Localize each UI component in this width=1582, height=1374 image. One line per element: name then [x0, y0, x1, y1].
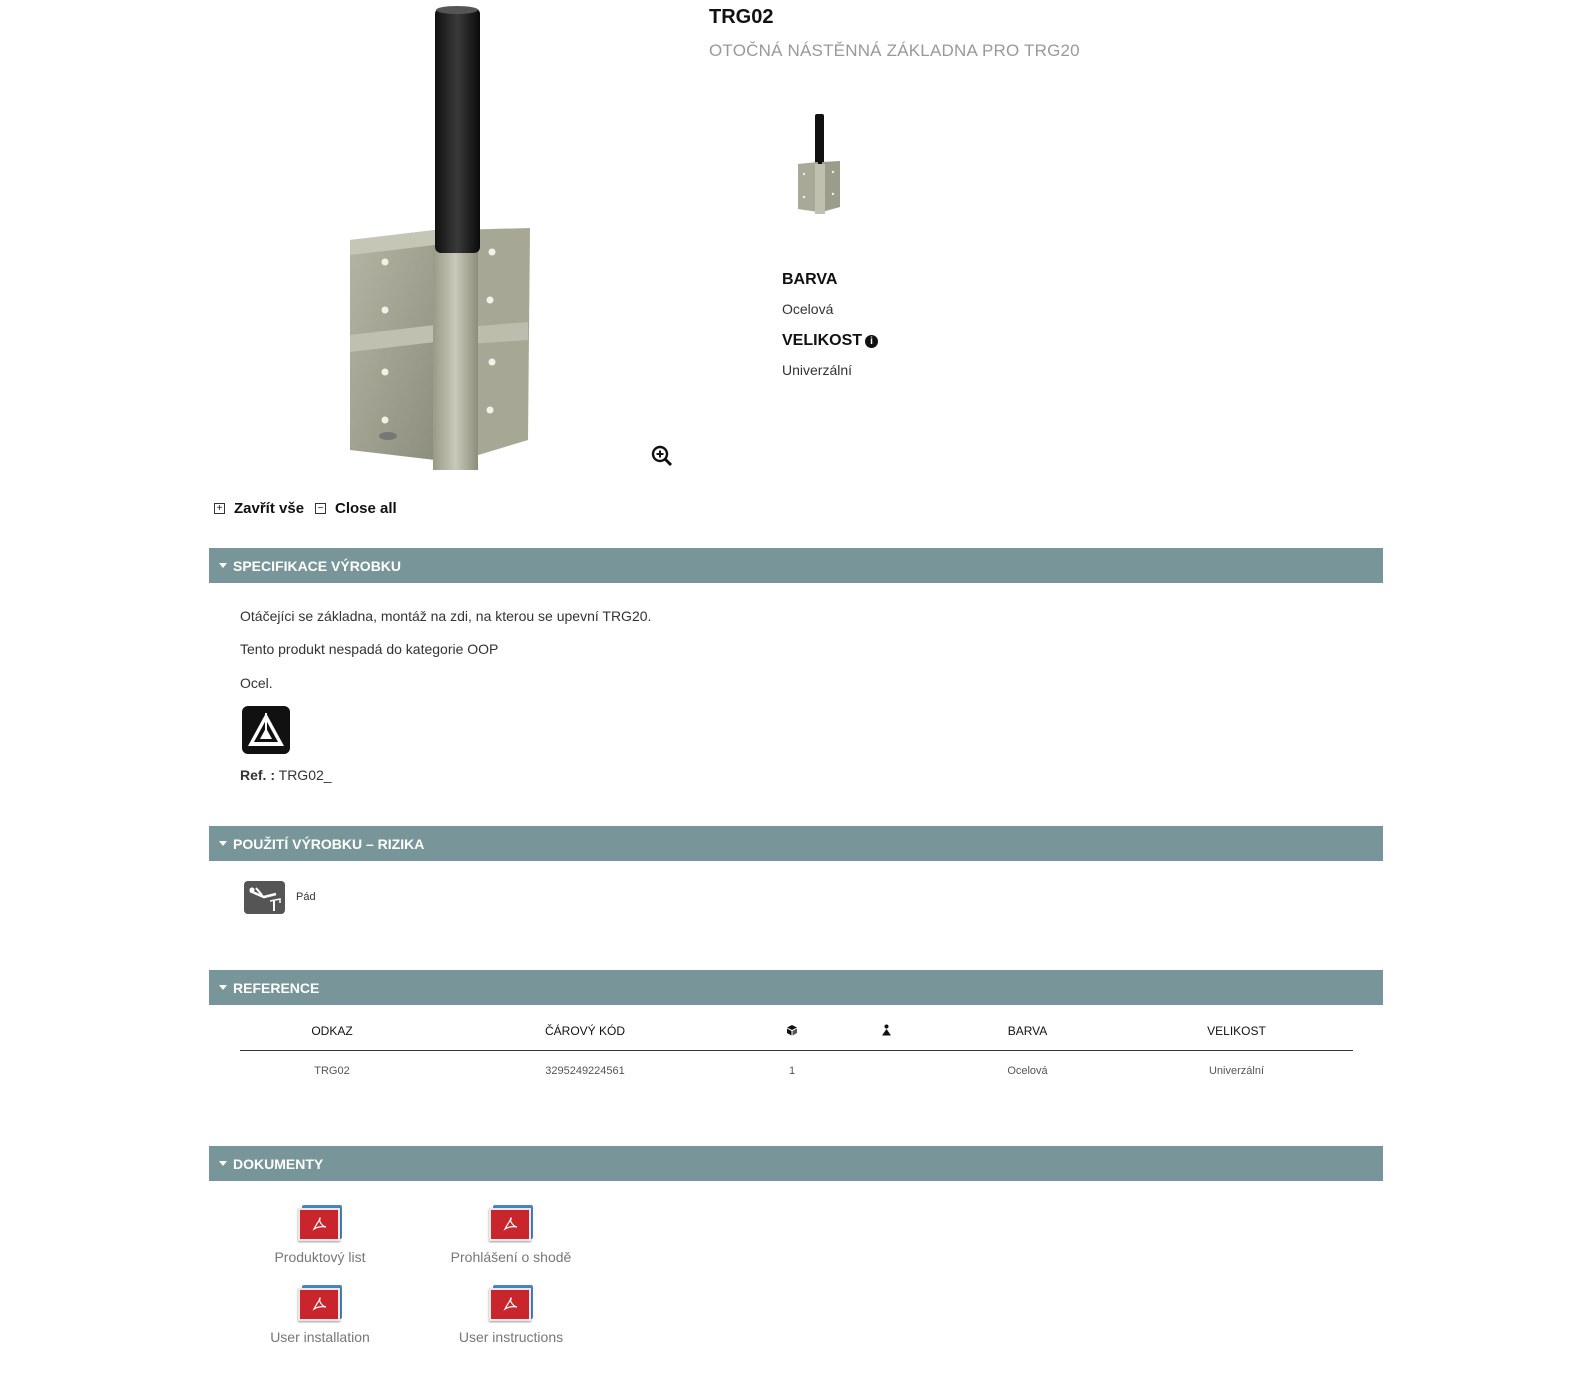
section-usage-title: POUŽITÍ VÝROBKU – RIZIKA: [233, 835, 425, 852]
spec-line-3: Ocel.: [240, 675, 273, 691]
ref-value: TRG02_: [278, 767, 332, 783]
spec-line-1: Otáčejíci se základna, montáž na zdi, na kterou se upevní TRG20.: [240, 608, 652, 624]
cell-kod: 3295249224561: [545, 1065, 625, 1077]
section-documents-title: DOKUMENTY: [233, 1155, 324, 1172]
section-reference-title: REFERENCE: [233, 979, 320, 996]
attr-barva-label: BARVA: [782, 271, 838, 288]
fall-risk-icon: [244, 881, 285, 914]
table-row[interactable]: [240, 1051, 1353, 1092]
product-subtitle: OTOČNÁ NÁSTĚNNÁ ZÁKLADNA PRO TRG20: [709, 41, 1080, 60]
col-person: [838, 1012, 935, 1051]
attr-velikost-text: VELIKOST: [782, 332, 863, 349]
cell-odkaz: TRG02: [314, 1065, 350, 1077]
section-usage-header[interactable]: [209, 826, 1383, 861]
expand-all-label: Zavřít vše: [234, 500, 305, 517]
cell-qty: 1: [788, 1065, 796, 1077]
cell-person: [838, 1051, 935, 1092]
pdf-icon: [489, 1205, 533, 1241]
col-velikost: VELIKOST: [1120, 1012, 1353, 1051]
reference-table: [240, 1012, 1353, 1091]
product-thumbnail[interactable]: [795, 112, 845, 217]
pdf-icon: [489, 1285, 533, 1321]
caret-down-icon: [219, 985, 227, 990]
cell-velikost: Univerzální: [1208, 1065, 1265, 1077]
expand-all-toggle[interactable]: [214, 500, 304, 517]
section-documents-header[interactable]: [209, 1146, 1383, 1181]
document-link[interactable]: [436, 1285, 586, 1345]
section-reference-header[interactable]: [209, 970, 1383, 1005]
section-spec-header[interactable]: [209, 548, 1383, 583]
plus-square-icon: +: [214, 503, 225, 514]
document-link[interactable]: [245, 1205, 395, 1265]
document-label: User instructions: [458, 1329, 564, 1345]
caret-down-icon: [219, 841, 227, 846]
col-box: [746, 1012, 838, 1051]
pdf-icon: [298, 1205, 342, 1241]
attr-velikost-label: [782, 332, 878, 350]
document-label: Prohlášení o shodě: [450, 1249, 572, 1265]
pdf-icon: [298, 1285, 342, 1321]
col-barva: BARVA: [935, 1012, 1120, 1051]
attr-velikost-value: Univerzální: [782, 362, 853, 378]
ref-label: Ref. :: [240, 767, 275, 783]
document-link[interactable]: [245, 1285, 395, 1345]
caret-down-icon: [219, 563, 227, 568]
person-icon: [881, 1024, 892, 1036]
document-label: Produktový list: [274, 1249, 366, 1265]
col-odkaz: ODKAZ: [240, 1012, 424, 1051]
table-header-row: [240, 1012, 1353, 1051]
material-steel-icon: [242, 706, 290, 754]
product-code: TRG02: [709, 6, 774, 28]
zoom-icon[interactable]: [651, 445, 673, 467]
document-link[interactable]: [436, 1205, 586, 1265]
minus-square-icon: −: [315, 503, 326, 514]
cell-barva: Ocelová: [1007, 1065, 1048, 1077]
section-spec-title: SPECIFIKACE VÝROBKU: [233, 557, 402, 574]
info-icon[interactable]: i: [865, 335, 878, 348]
spec-line-2: Tento produkt nespadá do kategorie OOP: [240, 641, 499, 657]
close-all-label: Close all: [335, 500, 397, 517]
attr-barva-value: Ocelová: [782, 301, 834, 317]
col-carovy-kod: ČÁROVÝ KÓD: [424, 1012, 746, 1051]
caret-down-icon: [219, 1161, 227, 1166]
product-image[interactable]: [340, 0, 540, 480]
close-all-toggle[interactable]: [315, 500, 397, 517]
box-icon: [786, 1024, 798, 1036]
risk-label: Pád: [296, 891, 316, 903]
document-label: User installation: [270, 1329, 370, 1345]
ref-line: [240, 767, 332, 783]
